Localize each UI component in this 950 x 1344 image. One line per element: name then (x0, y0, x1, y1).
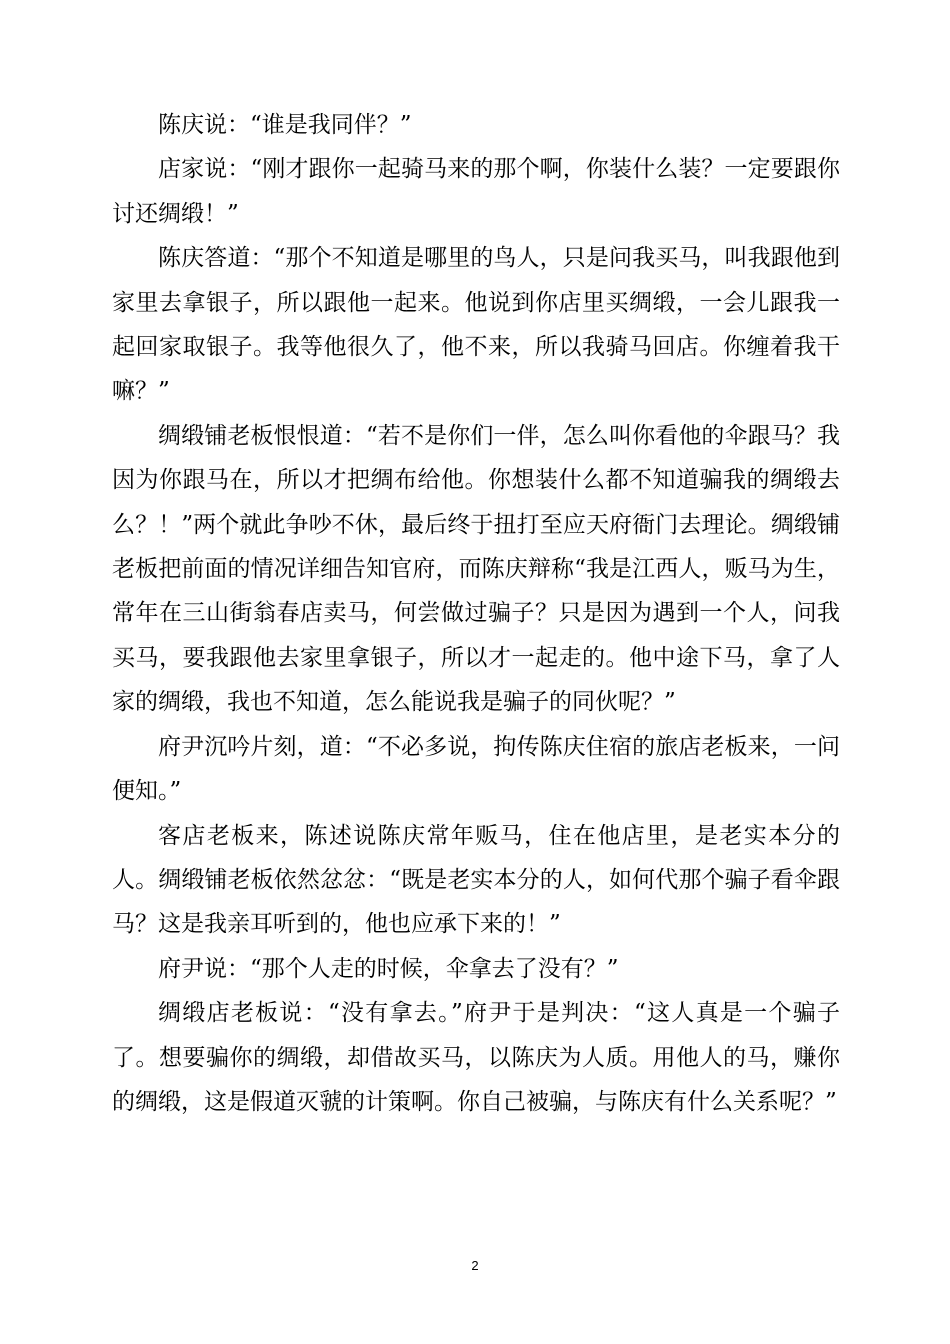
paragraph-1: 陈庆说：“谁是我同伴？” (158, 112, 412, 138)
paragraph-3: 陈庆答道：“那个不知道是哪里的鸟人，只是问我买马，叫我跟他到家里去拿银子，所以跟他一起来。他说到你店里买绸缎，一会儿跟我一起回家取银子。我等他很久了，他不来，所以我骑马回店。你缠着我干嘛？” (112, 245, 840, 405)
body-text (112, 103, 840, 1124)
paragraph-4: 绸缎铺老板恨恨道：“若不是你们一伴，怎么叫你看他的伞跟马？我因为你跟马在，所以才把绸布给他。你想装什么都不知道骗我的绸缎去么？！”两个就此争吵不休，最后终于扭打至应天府衙门去理论。绸缎铺老板把前面的情况详细告知官府，而陈庆辩称“我是江西人，贩马为生，常年在三山街翁春店卖马，何尝做过骗子？只是因为遇到一个人，问我买马，要我跟他去家里拿银子，所以才一起走的。他中途下马，拿了人家的绸缎，我也不知道，怎么能说我是骗子的同伙呢？” (112, 422, 840, 716)
paragraph-6: 客店老板来，陈述说陈庆常年贩马，住在他店里，是老实本分的人。绸缎铺老板依然忿忿：“既是老实本分的人，如何代那个骗子看伞跟马？这是我亲耳听到的，他也应承下来的！” (112, 822, 840, 938)
paragraph-5: 府尹沉吟片刻，道：“不必多说，拘传陈庆住宿的旅店老板来，一问便知。” (112, 733, 840, 805)
page-number: 2 (471, 1258, 479, 1273)
paragraph-2: 店家说：“刚才跟你一起骑马来的那个啊，你装什么装？一定要跟你讨还绸缎！” (112, 156, 840, 227)
paragraph-7: 府尹说：“那个人走的时候，伞拿去了没有？” (158, 955, 619, 982)
paragraph-8: 绸缎店老板说：“没有拿去。”府尹于是判决：“这人真是一个骗子了。想要骗你的绸缎，却借故买马，以陈庆为人质。用他人的马，赚你的绸缎，这是假道灭虢的计策啊。你自己被骗，与陈庆有什么关系呢？” (112, 1000, 840, 1115)
